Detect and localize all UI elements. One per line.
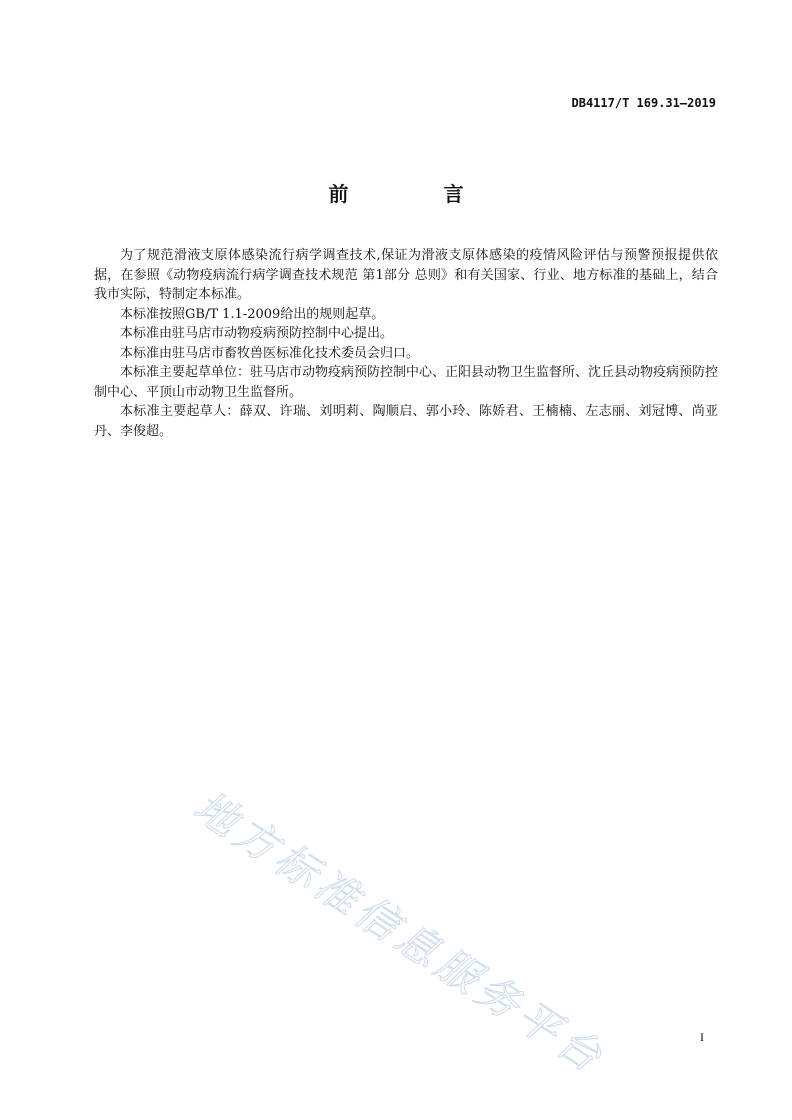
paragraph-drafters: 本标准主要起草人：薛双、许瑞、刘明莉、陶顺启、郭小玲、陈娇君、王楠楠、左志丽、刘冠博、尚亚丹、李俊超。	[94, 404, 718, 439]
page-number: I	[700, 1030, 704, 1044]
page-title: 前 言	[328, 182, 508, 206]
paragraph-purpose: 为了规范滑液支原体感染流行病学调查技术,保证为滑液支原体感染的疫情风险评估与预警预报提供依据，在参照《动物疫病流行病学调查技术规范 第1部分 总则》和有关国家、行业、地方标准的基础上，结合我市实际，特制定本标准。	[94, 248, 718, 302]
paragraph-proposer: 本标准由驻马店市动物疫病预防控制中心提出。	[120, 326, 394, 341]
paragraph-administrator: 本标准由驻马店市畜牧兽医标准化技术委员会归口。	[120, 345, 420, 361]
paragraph-drafting-rules: 本标准按照GB/T 1.1-2009给出的规则起草。	[120, 306, 385, 322]
watermark: 地方标准信息服务平台	[185, 781, 615, 1085]
paragraph-drafting-units: 本标准主要起草单位：驻马店市动物疫病预防控制中心、正阳县动物卫生监督所、沈丘县动物疫病预防控制中心、平顶山市动物卫生监督所。	[94, 365, 719, 400]
document-code: DB4117/T 169.31—2019	[571, 96, 716, 110]
foreword-body	[94, 246, 718, 441]
